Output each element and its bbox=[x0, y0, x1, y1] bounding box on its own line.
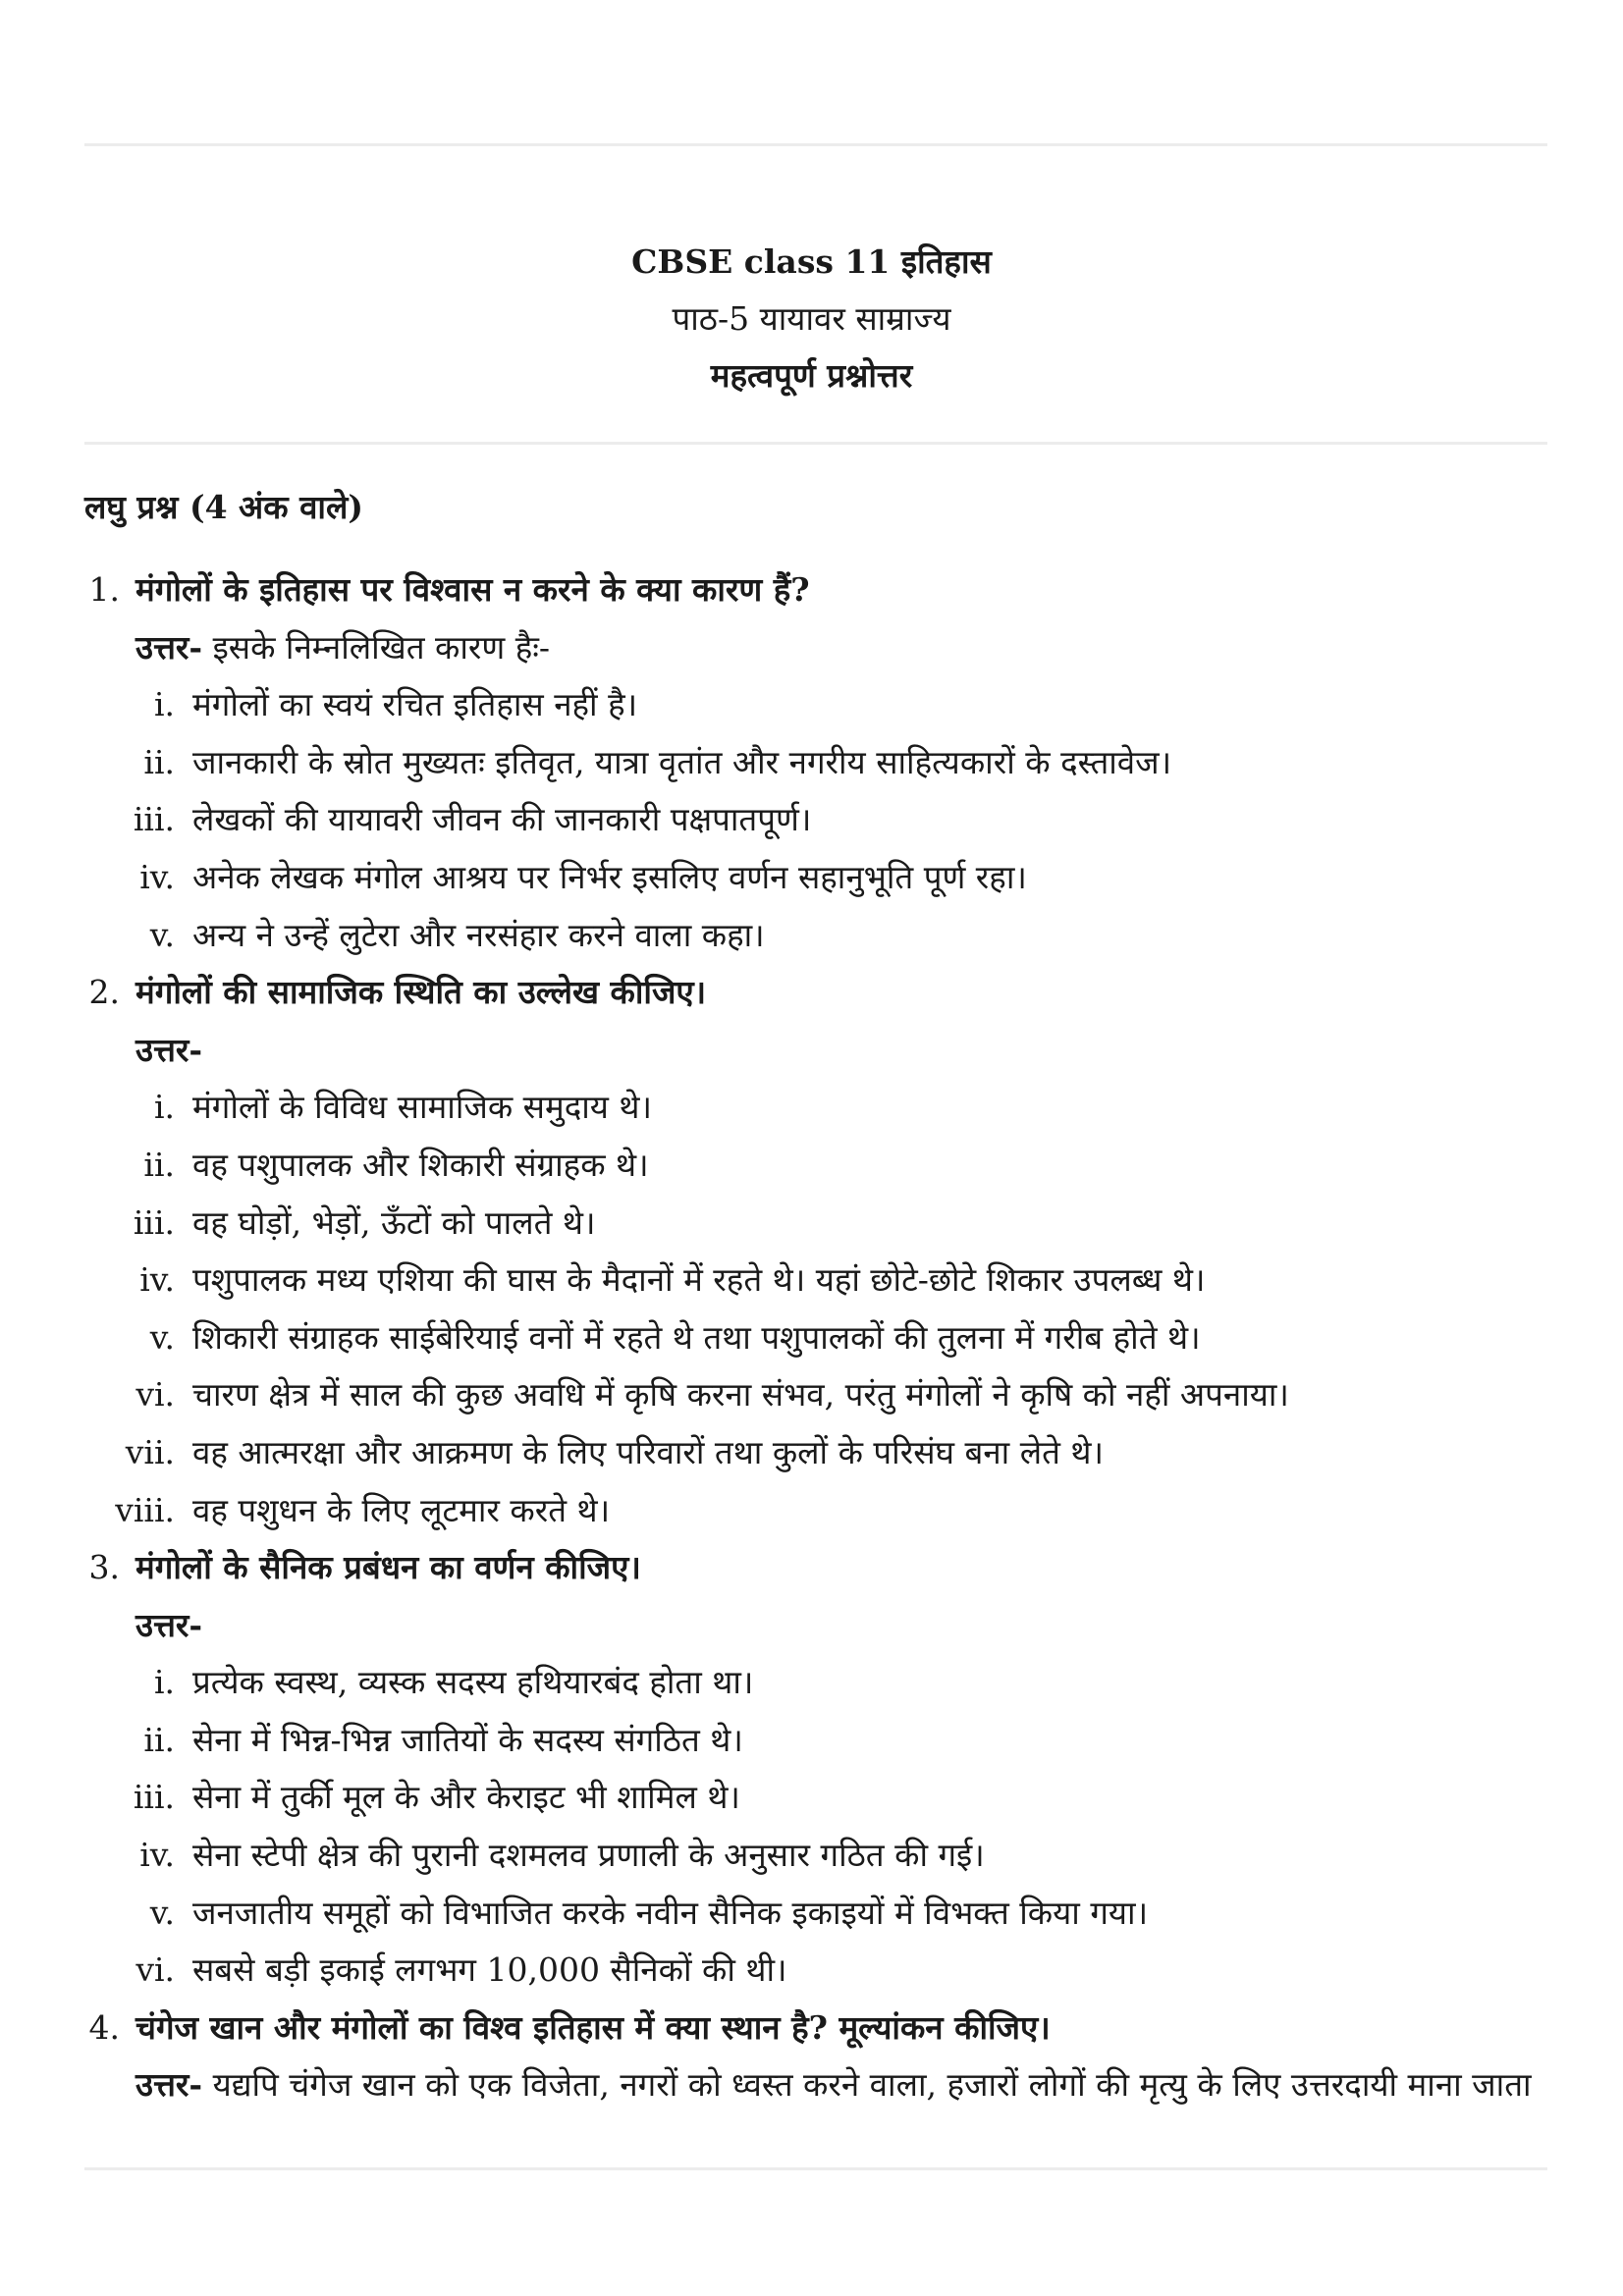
point-text: वह पशुधन के लिए लूटमार करते थे। bbox=[192, 1490, 611, 1529]
point-text: वह पशुपालक और शिकारी संग्राहक थे। bbox=[192, 1145, 649, 1184]
answer-intro: इसके निम्नलिखित कारण हैः- bbox=[202, 627, 551, 667]
question-number: 2. bbox=[88, 973, 120, 1012]
answer-point bbox=[84, 1827, 1547, 1885]
answer-text bbox=[135, 1022, 202, 1080]
answer-point bbox=[84, 1769, 1547, 1827]
point-text: पशुपालक मध्य एशिया की घास के मैदानों में रहते थे। यहां छोटे-छोटे शिकार उपलब्ध थे। bbox=[192, 1260, 1206, 1300]
answer-label: उत्तर- bbox=[135, 2065, 203, 2105]
answer-label: उत्तर- bbox=[135, 1605, 203, 1644]
question-line bbox=[84, 2000, 1547, 2057]
bottom-divider bbox=[84, 2167, 1547, 2170]
question-text: मंगोलों के सैनिक प्रबंधन का वर्णन कीजिए। bbox=[135, 1548, 641, 1587]
point-number: ii. bbox=[143, 1720, 175, 1759]
answer-point bbox=[84, 1195, 1547, 1253]
answer-label: उत्तर- bbox=[135, 1030, 203, 1069]
answer-point bbox=[84, 1309, 1547, 1367]
qa-container bbox=[84, 561, 1547, 2114]
point-number: iii. bbox=[133, 1202, 175, 1242]
question-text: मंगोलों की सामाजिक स्थिति का उल्लेख कीजिए। bbox=[135, 973, 707, 1012]
document-subtitle: महत्वपूर्ण प्रश्नोत्तर bbox=[710, 356, 913, 395]
point-text: प्रत्येक स्वस्थ, व्यस्क सदस्य हथियारबंद होता था। bbox=[192, 1663, 754, 1702]
point-text: मंगोलों का स्वयं रचित इतिहास नहीं है। bbox=[192, 685, 638, 724]
question-list bbox=[84, 479, 1547, 2114]
question-text: चंगेज खान और मंगोलों का विश्व इतिहास में क्या स्थान है? मूल्यांकन कीजिए। bbox=[135, 2007, 1051, 2047]
answer-line bbox=[84, 619, 1547, 677]
top-divider bbox=[84, 143, 1547, 146]
document-title: CBSE class 11 इतिहास bbox=[631, 242, 992, 281]
point-number: iii. bbox=[133, 1778, 175, 1817]
point-text: सेना स्टेपी क्षेत्र की पुरानी दशमलव प्रणाली के अनुसार गठित की गई। bbox=[192, 1836, 985, 1875]
question-line bbox=[84, 561, 1547, 619]
point-text: वह घोड़ों, भेड़ों, ऊँटों को पालते थे। bbox=[192, 1202, 596, 1242]
point-text: अन्य ने उन्हें लुटेरा और नरसंहार करने वाला कहा। bbox=[192, 915, 765, 954]
point-number: v. bbox=[149, 915, 175, 954]
answer-text bbox=[135, 1597, 202, 1655]
chapter-title: पाठ-5 यायावर साम्राज्य bbox=[672, 299, 951, 338]
answer-text bbox=[135, 2056, 1532, 2114]
point-text: सेना में तुर्की मूल के और केराइट भी शामिल थे। bbox=[192, 1778, 740, 1817]
point-text: वह आत्मरक्षा और आक्रमण के लिए परिवारों तथा कुलों के परिसंघ बना लेते थे। bbox=[192, 1432, 1104, 1471]
answer-point bbox=[84, 1424, 1547, 1482]
answer-line bbox=[84, 1597, 1547, 1655]
answer-point bbox=[84, 676, 1547, 734]
point-text: मंगोलों के विविध सामाजिक समुदाय थे। bbox=[192, 1088, 653, 1127]
point-text: जानकारी के स्रोत मुख्यतः इतिवृत, यात्रा वृतांत और नगरीय साहित्यकारों के दस्तावेज। bbox=[192, 742, 1172, 781]
point-number: v. bbox=[149, 1893, 175, 1932]
answer-point bbox=[84, 1712, 1547, 1770]
answer-point bbox=[84, 1885, 1547, 1943]
point-number: vii. bbox=[125, 1432, 175, 1471]
answer-point bbox=[84, 1079, 1547, 1137]
question-text: मंगोलों के इतिहास पर विश्वास न करने के क्या कारण हैं? bbox=[135, 570, 810, 609]
answer-point bbox=[84, 1482, 1547, 1540]
point-text: चारण क्षेत्र में साल की कुछ अवधि में कृषि करना संभव, परंतु मंगोलों ने कृषि को नहीं अपनाया। bbox=[192, 1375, 1289, 1415]
point-number: viii. bbox=[115, 1490, 175, 1529]
point-number: vi. bbox=[135, 1950, 175, 1990]
answer-intro: यद्यपि चंगेज खान को एक विजेता, नगरों को ध्वस्त करने वाला, हजारों लोगों की मृत्यु के लिए उत्तरदायी माना जाता bbox=[202, 2065, 1532, 2105]
question-line bbox=[84, 964, 1547, 1022]
answer-line bbox=[84, 1022, 1547, 1080]
question-number: 3. bbox=[88, 1548, 120, 1587]
answer-line bbox=[84, 2056, 1547, 2114]
point-number: ii. bbox=[143, 1145, 175, 1184]
point-text: जनजातीय समूहों को विभाजित करके नवीन सैनिक इकाइयों में विभक्त किया गया। bbox=[192, 1893, 1149, 1932]
answer-point bbox=[84, 734, 1547, 792]
answer-label: उत्तर- bbox=[135, 627, 203, 667]
point-number: v. bbox=[149, 1317, 175, 1357]
header-divider bbox=[84, 442, 1547, 445]
question-number: 1. bbox=[88, 570, 120, 609]
point-number: i. bbox=[153, 685, 175, 724]
point-number: vi. bbox=[135, 1375, 175, 1415]
point-number: i. bbox=[153, 1088, 175, 1127]
point-number: iii. bbox=[133, 800, 175, 839]
answer-point bbox=[84, 1137, 1547, 1195]
point-number: iv. bbox=[139, 857, 175, 896]
question-line bbox=[84, 1539, 1547, 1597]
answer-point bbox=[84, 1942, 1547, 2000]
answer-point bbox=[84, 849, 1547, 907]
point-number: ii. bbox=[143, 742, 175, 781]
point-number: iv. bbox=[139, 1260, 175, 1300]
point-text: शिकारी संग्राहक साईबेरियाई वनों में रहते थे तथा पशुपालकों की तुलना में गरीब होते थे। bbox=[192, 1317, 1201, 1357]
question-number: 4. bbox=[88, 2007, 120, 2047]
answer-text bbox=[135, 619, 550, 677]
answer-point bbox=[84, 1252, 1547, 1309]
answer-point bbox=[84, 1366, 1547, 1424]
point-text: अनेक लेखक मंगोल आश्रय पर निर्भर इसलिए वर्णन सहानुभूति पूर्ण रहा। bbox=[192, 857, 1027, 896]
answer-point bbox=[84, 1654, 1547, 1712]
point-number: i. bbox=[153, 1663, 175, 1702]
point-text: सेना में भिन्न-भिन्न जातियों के सदस्य संगठित थे। bbox=[192, 1720, 743, 1759]
answer-point bbox=[84, 907, 1547, 965]
section-title: लघु प्रश्न (4 अंक वाले) bbox=[84, 488, 363, 526]
page-header bbox=[0, 234, 1623, 404]
answer-point bbox=[84, 791, 1547, 849]
point-number: iv. bbox=[139, 1836, 175, 1875]
point-text: सबसे बड़ी इकाई लगभग 10,000 सैनिकों की थी। bbox=[192, 1950, 787, 1990]
point-text: लेखकों की यायावरी जीवन की जानकारी पक्षपातपूर्ण। bbox=[192, 800, 812, 839]
